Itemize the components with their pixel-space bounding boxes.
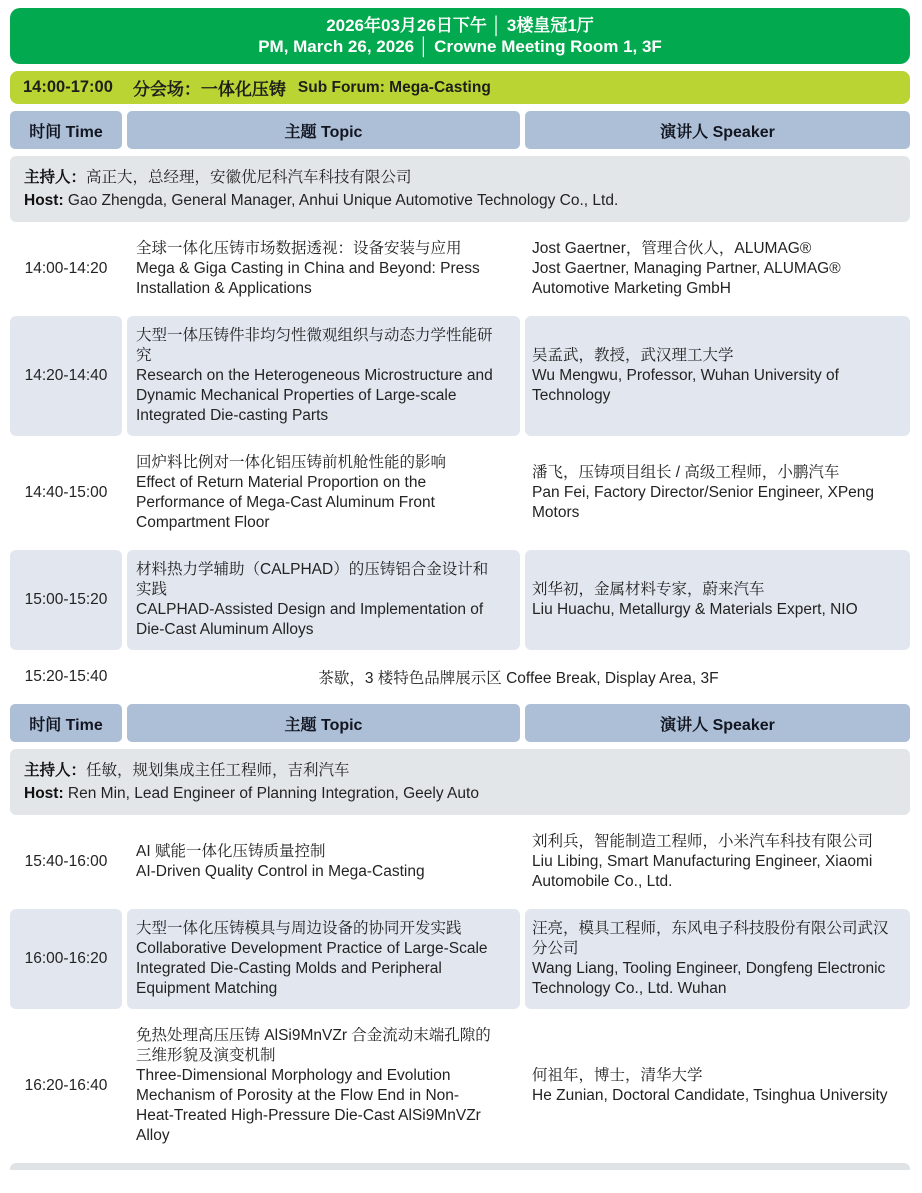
time-cell: 15:40-16:00 bbox=[24, 853, 108, 870]
subforum-bar bbox=[10, 71, 910, 104]
host-row bbox=[10, 749, 910, 815]
speaker-en: Liu Libing, Smart Manufacturing Engineer, Xiaomi Automobile Co., Ltd. bbox=[532, 853, 873, 890]
coffee-break-text: 茶歇，3 楼特色品牌展示区 Coffee Break, Display Area, 3F bbox=[127, 657, 910, 697]
host-label-en: Host: bbox=[24, 192, 64, 209]
column-header-topic: 主题 Topic bbox=[127, 111, 520, 149]
topic-en: Research on the Heterogeneous Microstructure and Dynamic Mechanical Properties of Large-scale Integrated Die-casting Parts bbox=[136, 367, 493, 424]
speaker-zh: 何祖年，博士，清华大学 bbox=[532, 1067, 703, 1084]
table-header bbox=[10, 111, 910, 149]
host-line-zh bbox=[24, 166, 896, 189]
host-text-zh: 高正大，总经理，安徽优尼科汽车科技有限公司 bbox=[86, 169, 412, 186]
speaker-cell bbox=[525, 550, 910, 650]
topic-cell bbox=[127, 822, 520, 902]
topic-cell bbox=[127, 550, 520, 650]
topic-zh: 大型一体化压铸模具与周边设备的协同开发实践 bbox=[136, 920, 462, 937]
speaker-zh: 潘飞，压铸项目组长 / 高级工程师，小鹏汽车 bbox=[532, 464, 840, 481]
topic-en: Effect of Return Material Proportion on the Performance of Mega-Cast Aluminum Front Compartment Floor bbox=[136, 474, 435, 531]
topic-en: Three-Dimensional Morphology and Evolution Mechanism of Porosity at the Flow End in Non-Heat-Treated High-Pressure Die-Cast AlSi9MnVZr Alloy bbox=[136, 1067, 481, 1144]
topic-zh: 全球一体化压铸市场数据透视：设备安装与应用 bbox=[136, 240, 462, 257]
speaker-en: Pan Fei, Factory Director/Senior Engineer, XPeng Motors bbox=[532, 484, 875, 521]
speaker-en: He Zunian, Doctoral Candidate, Tsinghua University bbox=[532, 1087, 888, 1104]
speaker-en: Wang Liang, Tooling Engineer, Dongfeng Electronic Technology Co., Ltd. Wuhan bbox=[532, 960, 886, 997]
speaker-zh: Jost Gaertner，管理合伙人，ALUMAG® bbox=[532, 240, 812, 257]
host-text-zh: 任敏，规划集成主任工程师，吉利汽车 bbox=[86, 762, 350, 779]
topic-en: Collaborative Development Practice of Large-Scale Integrated Die-Casting Molds and Peripheral Equipment Matching bbox=[136, 940, 488, 997]
column-header-speaker: 演讲人 Speaker bbox=[525, 704, 910, 742]
next-row-partial bbox=[10, 1163, 910, 1170]
topic-cell bbox=[127, 443, 520, 543]
speaker-cell bbox=[525, 229, 910, 309]
speaker-cell bbox=[525, 316, 910, 436]
subforum-label-zh: 分会场：一体化压铸 bbox=[132, 80, 286, 99]
host-label-en: Host: bbox=[24, 785, 64, 802]
speaker-cell bbox=[525, 909, 910, 1009]
column-header-time: 时间 Time bbox=[10, 704, 122, 742]
topic-zh: 回炉料比例对一体化铝压铸前机舱性能的影响 bbox=[136, 454, 447, 471]
topic-cell bbox=[127, 909, 520, 1009]
time-cell: 14:20-14:40 bbox=[10, 316, 122, 436]
table-header bbox=[10, 704, 910, 742]
session-row bbox=[10, 229, 910, 309]
speaker-zh: 吴孟武，教授，武汉理工大学 bbox=[532, 347, 734, 364]
topic-en: Mega & Giga Casting in China and Beyond: Press Installation & Applications bbox=[136, 260, 480, 297]
banner-line-en: PM, March 26, 2026 │ Crowne Meeting Room 1, 3F bbox=[258, 37, 662, 56]
speaker-zh: 刘利兵，智能制造工程师，小米汽车科技有限公司 bbox=[532, 833, 874, 850]
topic-en: AI-Driven Quality Control in Mega-Casting bbox=[136, 863, 425, 880]
topic-zh: 免热处理高压压铸 AlSi9MnVZr 合金流动末端孔隙的三维形貌及演变机制 bbox=[136, 1027, 491, 1064]
host-text-en: Gao Zhengda, General Manager, Anhui Unique Automotive Technology Co., Ltd. bbox=[67, 192, 619, 209]
speaker-zh: 刘华初，金属材料专家，蔚来汽车 bbox=[532, 581, 765, 598]
subforum-label-en: Sub Forum: Mega-Casting bbox=[297, 78, 491, 96]
time-cell: 14:40-15:00 bbox=[24, 484, 108, 501]
host-label-zh: 主持人： bbox=[24, 762, 87, 779]
column-header-speaker: 演讲人 Speaker bbox=[525, 111, 910, 149]
topic-cell bbox=[127, 1016, 520, 1156]
session-row bbox=[10, 1016, 910, 1156]
topic-zh: 材料热力学辅助（CALPHAD）的压铸铝合金设计和实践 bbox=[136, 561, 489, 598]
speaker-en: Wu Mengwu, Professor, Wuhan University of Technology bbox=[532, 367, 839, 404]
speaker-en: Jost Gaertner, Managing Partner, ALUMAG® Automotive Marketing GmbH bbox=[532, 260, 841, 297]
host-line-zh bbox=[24, 759, 896, 782]
time-cell: 14:00-14:20 bbox=[24, 260, 108, 277]
topic-zh: 大型一体压铸件非均匀性微观组织与动态力学性能研究 bbox=[136, 327, 493, 364]
topic-cell bbox=[127, 316, 520, 436]
session-row bbox=[10, 822, 910, 902]
topic-zh: AI 赋能一体化压铸质量控制 bbox=[136, 843, 326, 860]
host-row bbox=[10, 156, 910, 222]
speaker-zh: 汪亮，模具工程师，东风电子科技股份有限公司武汉分公司 bbox=[532, 920, 889, 957]
time-cell: 15:00-15:20 bbox=[10, 550, 122, 650]
column-header-topic: 主题 Topic bbox=[127, 704, 520, 742]
column-header-time: 时间 Time bbox=[10, 111, 122, 149]
host-text-en: Ren Min, Lead Engineer of Planning Integration, Geely Auto bbox=[67, 785, 479, 802]
time-cell: 16:00-16:20 bbox=[10, 909, 122, 1009]
time-cell: 15:20-15:40 bbox=[10, 657, 122, 697]
banner-line-zh: 2026年03月26日下午 │ 3楼皇冠1厅 bbox=[326, 16, 594, 35]
session-row bbox=[10, 316, 910, 436]
topic-cell bbox=[127, 229, 520, 309]
speaker-cell bbox=[525, 822, 910, 902]
speaker-cell bbox=[525, 443, 910, 543]
host-label-zh: 主持人： bbox=[24, 169, 87, 186]
time-cell: 16:20-16:40 bbox=[24, 1077, 108, 1094]
speaker-en: Liu Huachu, Metallurgy & Materials Expert, NIO bbox=[532, 601, 858, 618]
date-room-banner bbox=[10, 8, 910, 64]
subforum-time: 14:00-17:00 bbox=[23, 78, 113, 96]
coffee-break-row bbox=[10, 657, 910, 697]
session-row bbox=[10, 550, 910, 650]
session-row bbox=[10, 909, 910, 1009]
topic-en: CALPHAD-Assisted Design and Implementation of Die-Cast Aluminum Alloys bbox=[136, 601, 484, 638]
host-line-en bbox=[24, 189, 896, 212]
host-line-en bbox=[24, 782, 896, 805]
speaker-cell bbox=[525, 1016, 910, 1156]
session-row bbox=[10, 443, 910, 543]
